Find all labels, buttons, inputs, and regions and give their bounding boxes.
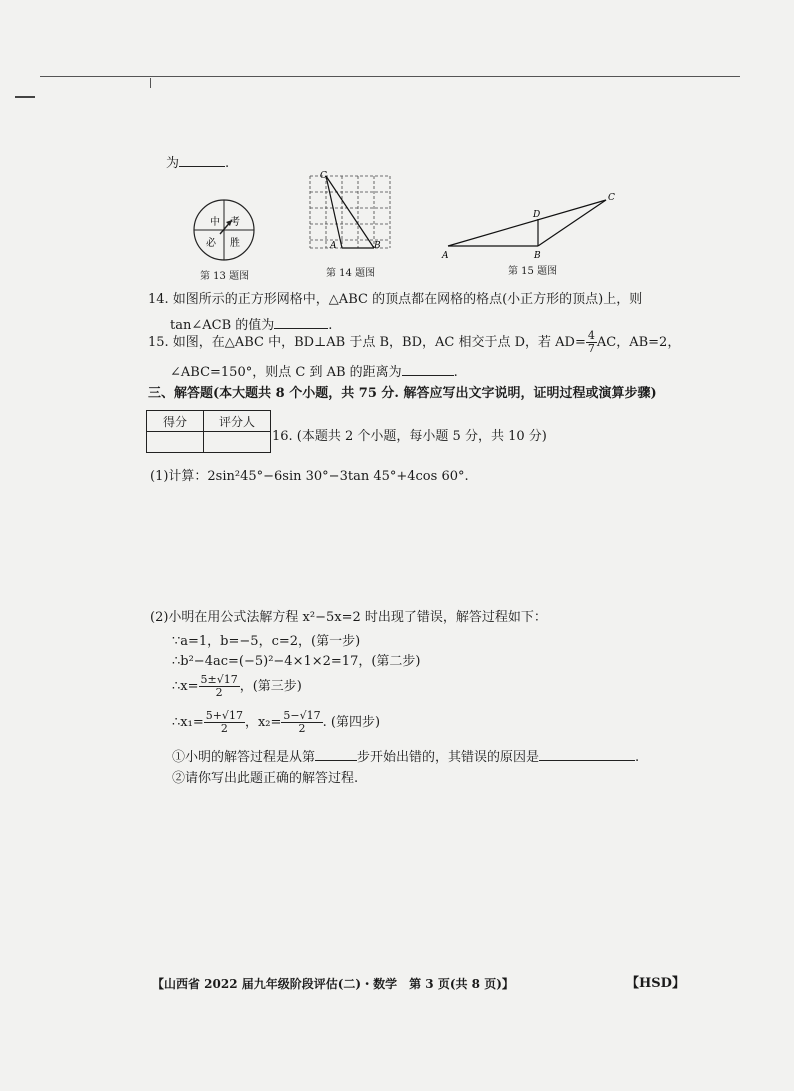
fig15-label-b: B (534, 251, 541, 261)
fig14-label-a: A (330, 241, 337, 251)
question-15-line2: ∠ABC=150°，则点 C 到 AB 的距离为 . (170, 365, 458, 380)
question-16-part1: (1)计算：2sin²45°−6sin 30°−3tan 45°+4cos 60°. (150, 469, 469, 484)
fig14-label-b: B (374, 241, 381, 251)
paper-code: 【HSD】 (626, 976, 685, 991)
question-14 (148, 288, 642, 333)
fig14-label-c: C (320, 171, 327, 181)
solution-step1: ∵a=1，b=−5，c=2，(第一步) (172, 634, 361, 649)
answer-blank (274, 328, 328, 329)
question-16-header: 16. (本题共 2 个小题，每小题 5 分，共 10 分) (272, 429, 547, 444)
figure-14-grid (300, 168, 400, 264)
sub-question-1: ①小明的解答过程是从第 步开始出错的，其错误的原因是 . (172, 750, 640, 765)
fraction-step4-x2: $\frac{5-√17}{2}$ (283, 709, 321, 735)
fig13-cell-3: 必 (206, 238, 216, 249)
answer-blank (539, 760, 635, 761)
fraction-step4-x1: $\frac{5+√17}{2}$ (205, 709, 243, 735)
score-cell (147, 432, 204, 453)
fig15-label-a: A (442, 251, 449, 261)
score-table (146, 410, 271, 453)
solution-step3: ∴x= $\frac{5\pm√17}{2}$ ，(第三步) (172, 673, 302, 699)
figure-13-spinner (190, 196, 260, 266)
page-footer: 【山西省 2022 届九年级阶段评估(二)・数学 第 3 页(共 8 页)】 (152, 977, 514, 991)
solution-step2: ∴b²−4ac=(−5)²−4×1×2=17，(第二步) (172, 654, 421, 669)
figure-14-caption: 第 14 题图 (326, 268, 376, 279)
figure-15-triangle (440, 192, 620, 262)
question-fragment: 为 . (166, 156, 230, 171)
answer-blank (315, 760, 357, 761)
answer-blank (179, 166, 225, 167)
fraction-4-7: $\frac{4}{7}$ (587, 329, 595, 355)
question-15 (148, 330, 680, 380)
answer-blank (402, 375, 454, 376)
solution-step4: ∴x₁= $\frac{5+√17}{2}$ ，x₂= $\frac{5-√17}{2}$ . (第四步) (172, 709, 381, 735)
section-title: 三、解答题(本大题共 8 个小题，共 75 分. 解答应写出文字说明，证明过程或演算步骤) (148, 386, 657, 401)
question-14-line2: tan∠ACB 的值为 . (170, 318, 333, 333)
score-table-header-grader: 评分人 (204, 411, 271, 432)
question-16-part2-intro: (2)小明在用公式法解方程 x²−5x=2 时出现了错误，解答过程如下： (150, 610, 547, 625)
fraction-step3: $\frac{5\pm√17}{2}$ (200, 673, 238, 699)
question-14-line1: 14. 如图所示的正方形网格中，△ABC 的顶点都在网格的格点(小正方形的顶点)上，则 (148, 292, 643, 307)
sub-question-2: ②请你写出此题正确的解答过程. (172, 771, 359, 786)
fig13-cell-2: 考 (230, 217, 240, 228)
fig13-cell-4: 胜 (230, 238, 240, 249)
figure-13-caption: 第 13 题图 (200, 271, 250, 282)
figure-15-caption: 第 15 题图 (508, 266, 558, 277)
fig15-label-c: C (608, 193, 615, 203)
question-15-line1: 15. 如图，在△ABC 中，BD⊥AB 于点 B，BD，AC 相交于点 D，若 AD= $\frac{4}{7}$ AC，AB=2， (148, 329, 681, 355)
score-table-header-score: 得分 (147, 411, 204, 432)
fig13-cell-1: 中 (210, 217, 220, 228)
grader-cell (204, 432, 271, 453)
fig15-label-d: D (533, 210, 541, 220)
